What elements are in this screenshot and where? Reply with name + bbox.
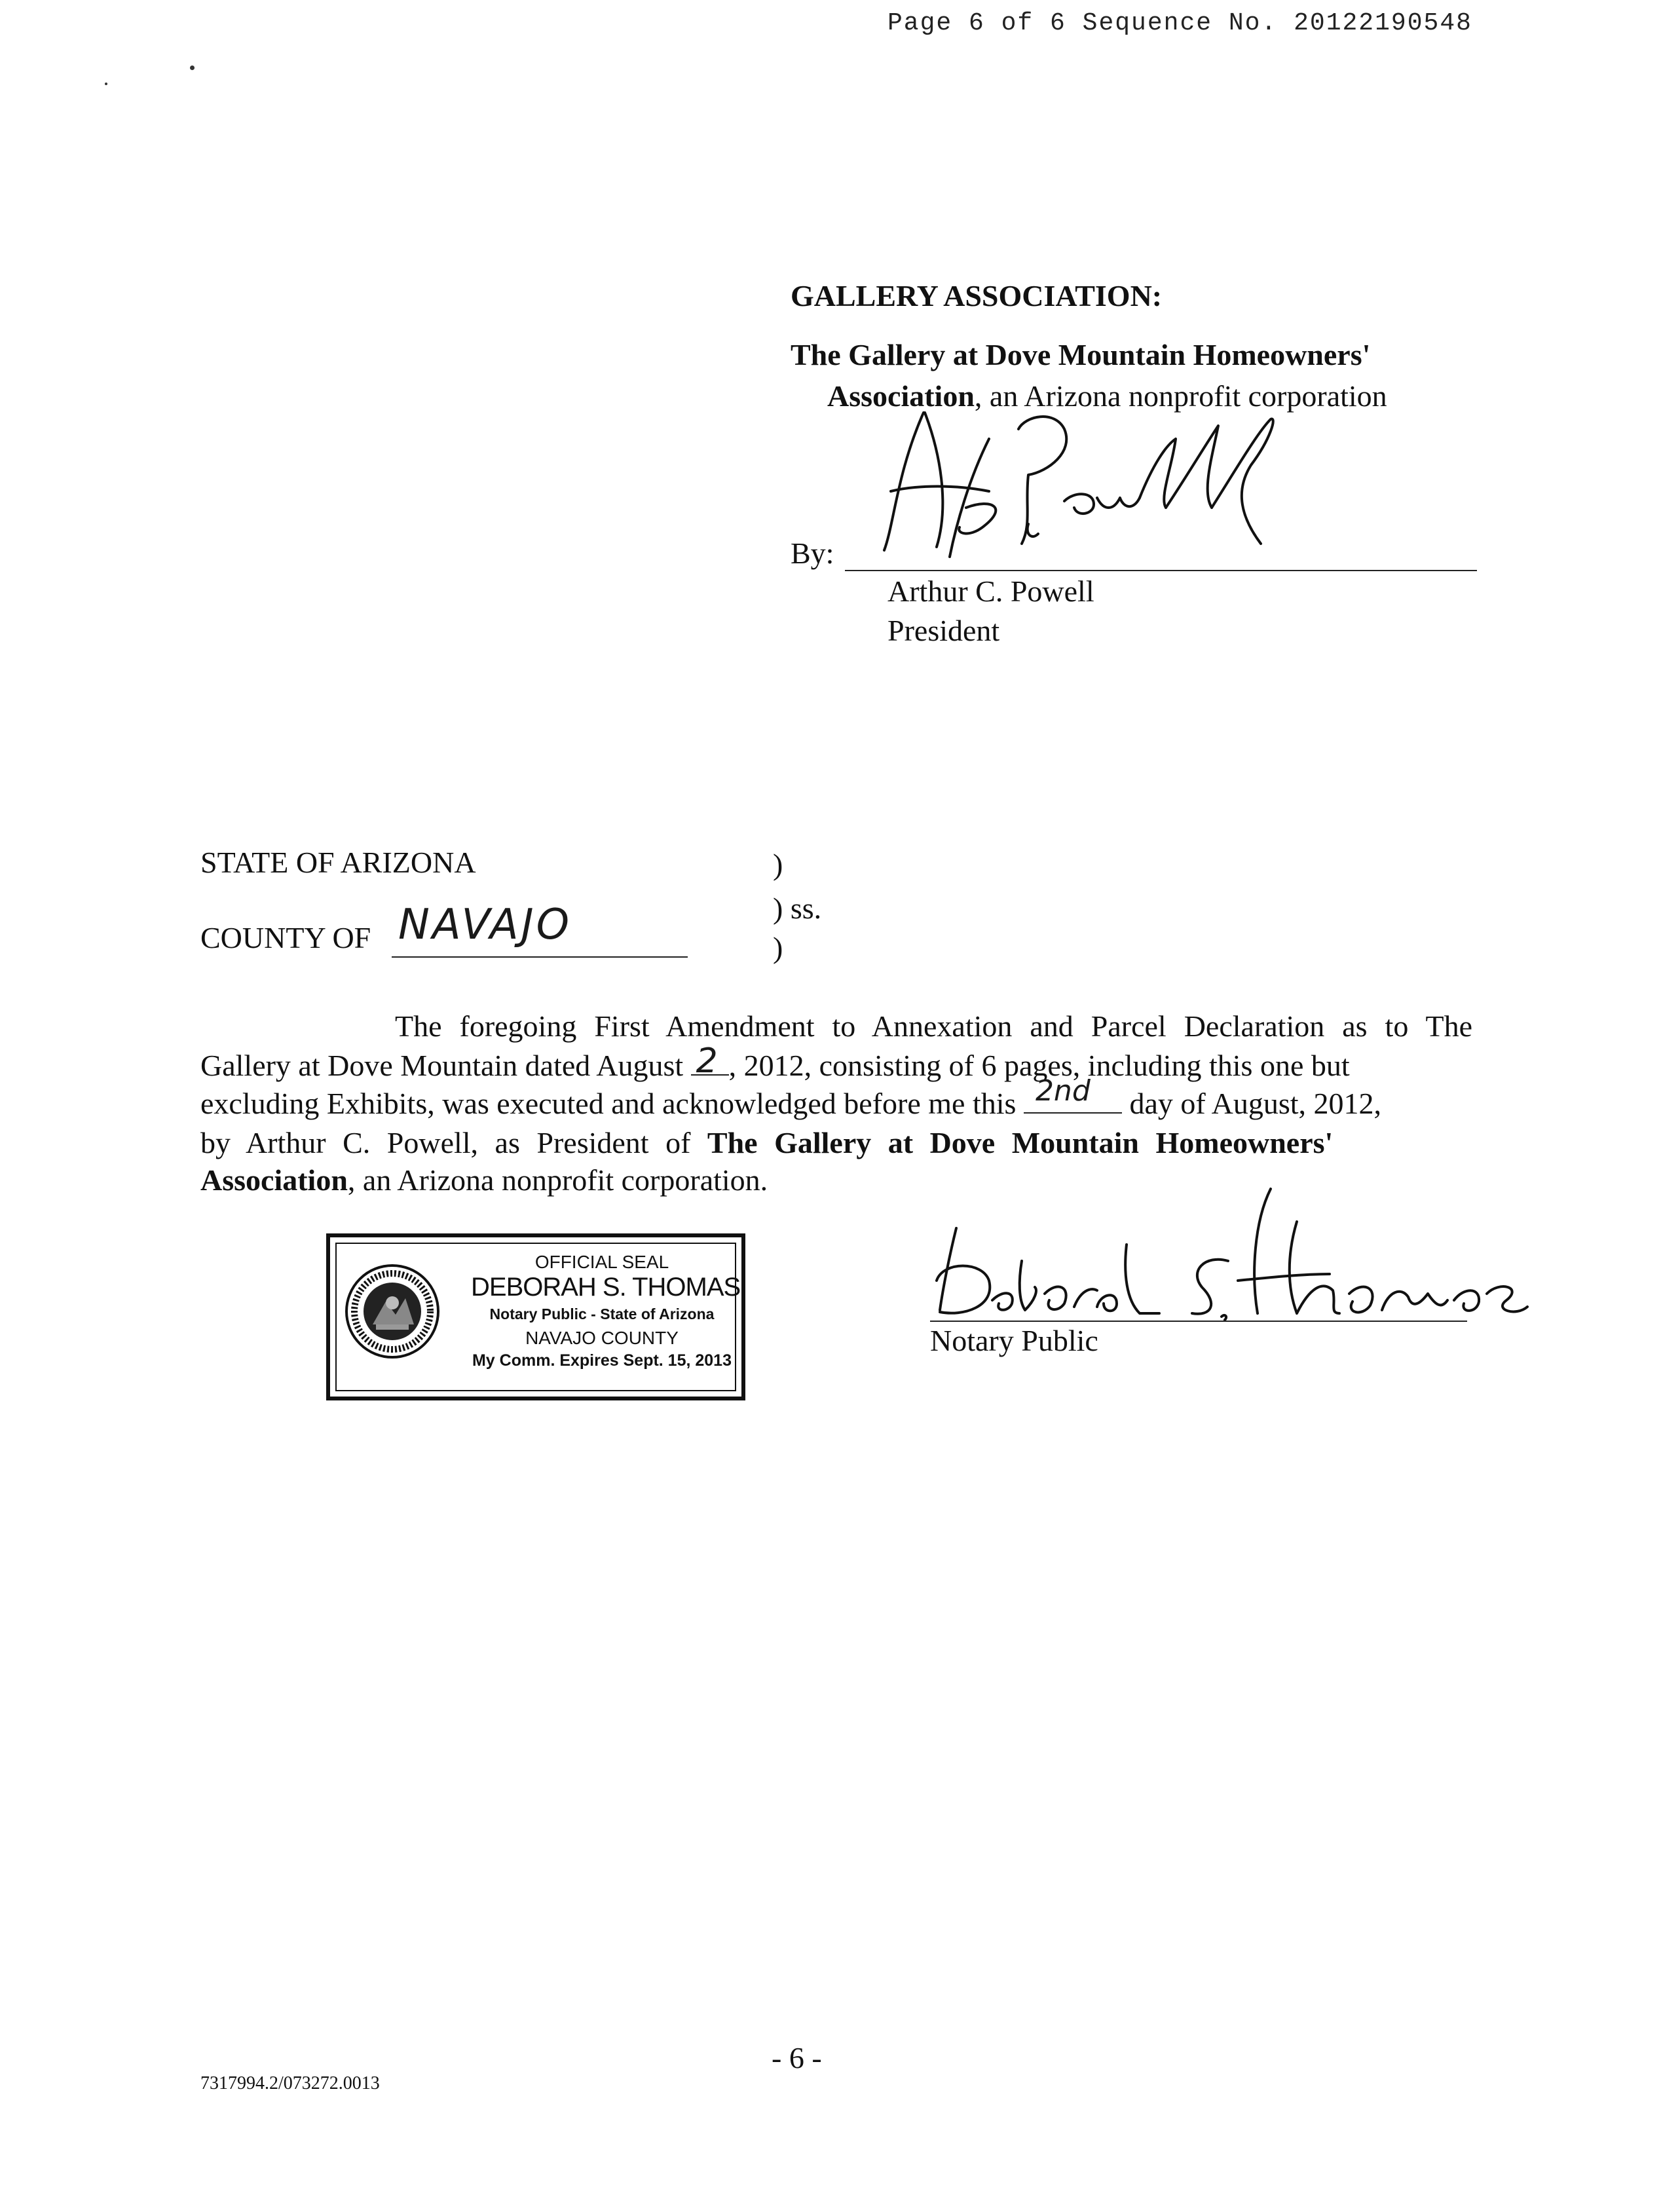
page-header: Page 6 of 6 Sequence No. 20122190548 xyxy=(887,9,1472,37)
signer-title: President xyxy=(887,614,1000,647)
association-description: , an Arizona nonprofit corporation xyxy=(974,379,1387,413)
acknowledgment-text: by Arthur C. Powell, as President of xyxy=(200,1126,691,1159)
arizona-state-seal-icon xyxy=(343,1262,441,1360)
acknowledgment-text: excluding Exhibits, was executed and acknowledged before me this xyxy=(200,1087,1017,1120)
state-label: STATE OF ARIZONA xyxy=(200,846,476,879)
acknowledgment-line xyxy=(200,1074,1471,1121)
venue-bracket: ) xyxy=(773,848,783,881)
seal-commission-expiry: My Comm. Expires Sept. 15, 2013 xyxy=(472,1351,732,1370)
acknowledgment-line xyxy=(200,1125,1471,1160)
official-seal-stamp xyxy=(326,1233,745,1400)
county-blank-line xyxy=(392,956,688,958)
acknowledgment-association-name: The Gallery at Dove Mountain Homeowners' xyxy=(707,1126,1334,1159)
venue-ss: ) ss. xyxy=(773,891,822,925)
association-word: Association xyxy=(827,379,975,413)
president-signature xyxy=(878,393,1323,576)
signature-line xyxy=(845,570,1477,571)
acknowledgment-line: The foregoing First Amendment to Annexation and Parcel Declaration as to The xyxy=(395,1009,1472,1043)
day-handwritten: 2nd xyxy=(1035,1074,1091,1108)
by-label: By: xyxy=(791,536,834,570)
seal-jurisdiction: Notary Public - State of Arizona xyxy=(489,1305,715,1323)
association-heading: GALLERY ASSOCIATION: xyxy=(791,279,1163,312)
acknowledgment-text: day of August, 2012, xyxy=(1129,1087,1382,1120)
association-name: The Gallery at Dove Mountain Homeowners' xyxy=(791,338,1371,371)
scan-speck xyxy=(105,83,107,85)
acknowledgment-text: , an Arizona nonprofit corporation. xyxy=(347,1163,768,1197)
notary-signature xyxy=(930,1182,1533,1333)
seal-notary-name: DEBORAH S. THOMAS xyxy=(471,1273,741,1302)
venue-bracket: ) xyxy=(773,931,783,964)
page-number: - 6 - xyxy=(772,2041,822,2074)
document-id: 7317994.2/073272.0013 xyxy=(200,2073,380,2093)
scan-speck xyxy=(190,66,195,70)
signer-name: Arthur C. Powell xyxy=(887,574,1094,608)
acknowledgment-text: Gallery at Dove Mountain dated August xyxy=(200,1049,684,1082)
acknowledgment-line xyxy=(200,1041,1471,1083)
date-handwritten: 2 xyxy=(696,1041,718,1081)
acknowledgment-association-word: Association xyxy=(200,1163,348,1197)
notary-label: Notary Public xyxy=(930,1324,1098,1357)
county-handwritten: NAVAJO xyxy=(398,901,572,949)
day-blank xyxy=(1024,1074,1122,1114)
notary-signature-line xyxy=(930,1321,1467,1322)
seal-title: OFFICIAL SEAL xyxy=(534,1252,669,1272)
county-label: COUNTY OF xyxy=(200,921,371,954)
seal-county: NAVAJO COUNTY xyxy=(525,1328,679,1348)
acknowledgment-text: , 2012, consisting of 6 pages, including this one but xyxy=(728,1049,1350,1082)
date-blank xyxy=(691,1041,729,1081)
